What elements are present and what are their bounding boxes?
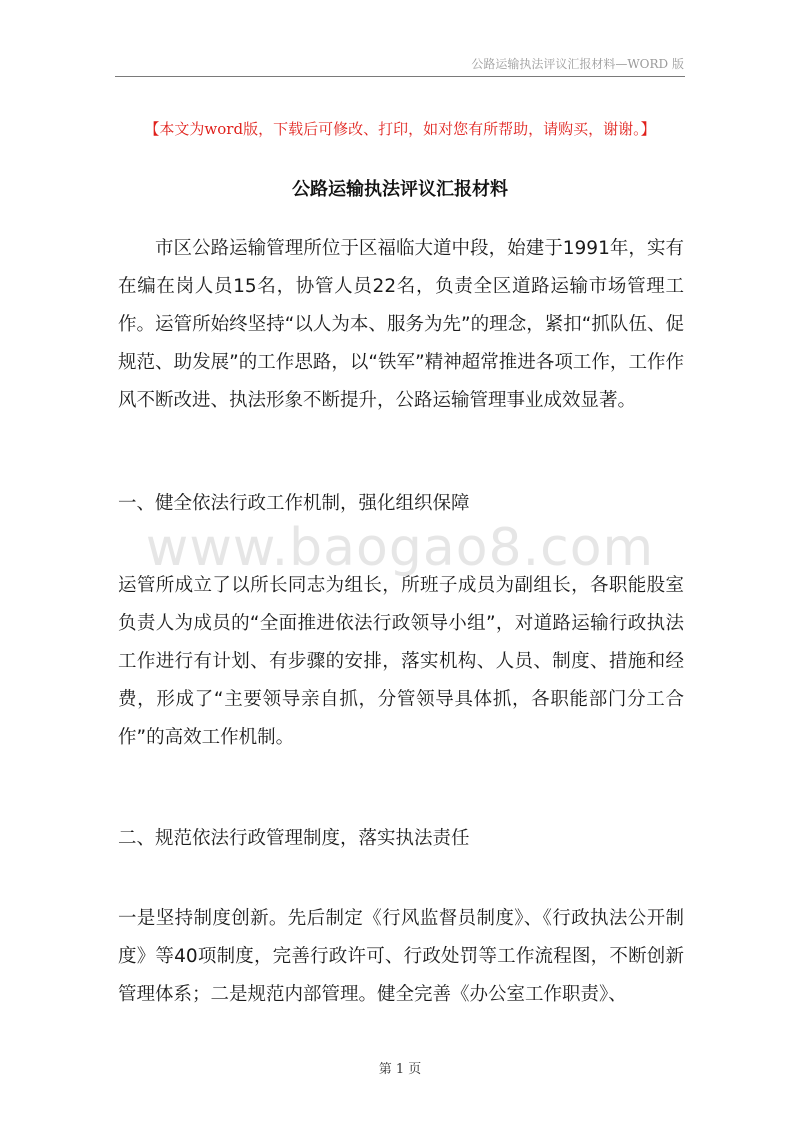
running-header: 公路运输执法评议汇报材料—WORD 版 <box>471 57 684 71</box>
section-heading-2: 二、规范依法行政管理制度，落实执法责任 <box>118 828 470 849</box>
header-divider <box>115 76 685 77</box>
document-title: 公路运输执法评议汇报材料 <box>292 179 508 200</box>
download-notice: 【本文为word版，下载后可修改、打印，如对您有所帮助，请购买，谢谢。】 <box>144 120 656 138</box>
paragraph-section-2: 一是坚持制度创新。先后制定《行风监督员制度》、《行政执法公开制度》等40项制度，完善行政许可、行政处罚等工作流程图，不断创新管理体系；二是规范内部管理。健全完善《办公室工作职责》、 <box>118 908 684 1005</box>
section-heading-1: 一、健全依法行政工作机制，强化组织保障 <box>118 493 470 514</box>
paragraph-intro: 市区公路运输管理所位于区福临大道中段，始建于1991年，实有在编在岗人员15名，协管人员22名，负责全区道路运输市场管理工作。运管所始终坚持“以人为本、服务为先”的理念，紧扣“抓队伍、促规范、助发展”的工作思路，以“铁军”精神超常推进各项工作，工作作风不断改进、执法形象不断提升，公路运输管理事业成效显著。 <box>118 238 684 411</box>
page-number: 第 1 页 <box>378 1062 422 1077</box>
watermark: www.baogao8.com <box>145 518 655 578</box>
paragraph-section-1: 运管所成立了以所长同志为组长，所班子成员为副组长，各职能股室负责人为成员的“全面推进依法行政领导小组”，对道路运输行政执法工作进行有计划、有步骤的安排，落实机构、人员、制度、措施和经费，形成了“主要领导亲自抓，分管领导具体抓，各职能部门分工合作”的高效工作机制。 <box>118 575 684 748</box>
